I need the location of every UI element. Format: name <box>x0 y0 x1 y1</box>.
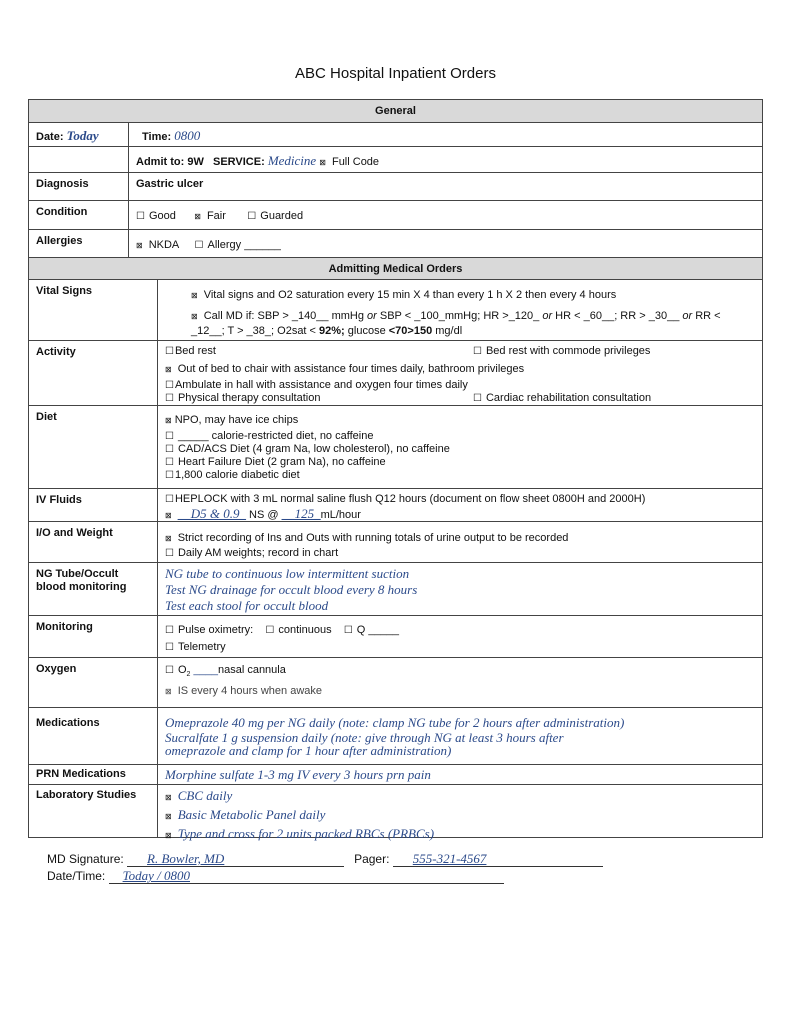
form-title: ABC Hospital Inpatient Orders <box>295 65 496 82</box>
ng-tube-row <box>29 563 762 616</box>
nasal-cannula-label: nasal cannula <box>217 664 286 676</box>
io-label: Strict recording of Ins and Outs with running totals of urine output to be recorded <box>177 532 569 544</box>
monitoring-label: Monitoring <box>29 616 158 657</box>
q-label: Q _____ <box>356 624 399 636</box>
md-signature-label: MD Signature: <box>47 852 128 866</box>
call-md-text: RR < <box>692 310 721 322</box>
allergy-label: Allergy ______ <box>207 239 281 251</box>
type-cross-checkbox[interactable]: ⊠ <box>165 831 172 840</box>
iv-rate-value[interactable]: __125_ <box>281 506 321 521</box>
monitoring-row <box>29 616 762 658</box>
lab-order: CBC daily <box>177 788 233 803</box>
cad-label: CAD/ACS Diet (4 gram Na, low cholesterol), no caffeine <box>177 443 450 455</box>
is-checkbox[interactable]: ⊠ <box>165 687 172 697</box>
commode-checkbox[interactable]: ☐ <box>473 346 482 357</box>
npo-checkbox[interactable]: ⊠ <box>165 416 172 425</box>
bed-rest-label: Bed rest <box>174 345 216 357</box>
vital-checkbox[interactable]: ⊠ <box>191 291 198 300</box>
o2sat-value: 92%; <box>319 325 345 337</box>
iv-fluid-value[interactable]: __D5 & 0.9_ <box>177 506 246 521</box>
date-time-label: Date/Time: <box>47 869 109 883</box>
diagnosis-value[interactable]: Gastric ulcer <box>136 178 204 190</box>
iv-unit-label: mL/hour <box>320 509 361 521</box>
continuous-checkbox[interactable]: ☐ <box>265 625 275 636</box>
md-signature-line <box>47 852 603 867</box>
calorie-label: _____ calorie-restricted diet, no caffeine <box>177 430 374 442</box>
fair-label: Fair <box>206 210 226 222</box>
ambulate-label: Ambulate in hall with assistance and oxygen four times daily <box>174 379 468 391</box>
heplock-label: HEPLOCK with 3 mL normal saline flush Q12 hours (document on flow sheet 0800H and 2000H) <box>174 493 646 505</box>
allergies-label: Allergies <box>29 230 129 257</box>
full-code-checkbox[interactable]: ⊠ <box>319 158 326 167</box>
weight-label: Daily AM weights; record in chart <box>177 547 339 559</box>
condition-row <box>29 201 762 230</box>
continuous-label: continuous <box>278 624 332 636</box>
lab-studies-row <box>29 785 762 841</box>
condition-label: Condition <box>29 201 129 229</box>
iv-fluid-checkbox[interactable]: ⊠ <box>165 511 172 520</box>
ng-order: Test each stool for occult blood <box>165 598 329 613</box>
fair-checkbox[interactable]: ⊠ <box>194 212 201 221</box>
call-md-text: HR < _60__; RR > _30__ <box>552 310 683 322</box>
diabetic-checkbox[interactable]: ☐ <box>165 470 174 481</box>
lab-order: Type and cross for 2 units packed RBCs (PRBCs) <box>177 826 435 841</box>
time-value[interactable]: 0800 <box>174 128 201 143</box>
q-checkbox[interactable]: ☐ <box>343 625 353 636</box>
pulse-ox-label: Pulse oximetry: <box>177 624 254 636</box>
oob-label: Out of bed to chair with assistance four times daily, bathroom privileges <box>177 363 525 375</box>
o2-label: O <box>177 664 187 676</box>
full-code-label: Full Code <box>331 156 380 168</box>
orders-table <box>28 99 763 841</box>
allergy-checkbox[interactable]: ☐ <box>194 240 204 251</box>
prn-order: Morphine sulfate 1-3 mg IV every 3 hours prn pain <box>165 767 431 782</box>
hf-label: Heart Failure Diet (2 gram Na), no caffeine <box>177 456 386 468</box>
iv-fluids-label: IV Fluids <box>29 489 158 521</box>
activity-row <box>29 341 762 406</box>
ng-order: Test NG drainage for occult blood every 8 hours <box>165 582 418 597</box>
call-md-text: Call MD if: SBP > _140__ mmHg <box>203 310 368 322</box>
call-md-text: _12__; T > _38_; O2sat < <box>191 325 320 337</box>
pager-value[interactable]: 555-321-4567 <box>412 851 487 866</box>
date-time-line <box>47 869 504 884</box>
call-md-text: mg/dl <box>432 325 463 337</box>
oxygen-row <box>29 658 762 708</box>
md-signature-value[interactable]: R. Bowler, MD <box>147 851 225 866</box>
guarded-checkbox[interactable]: ☐ <box>247 211 257 222</box>
is-label: IS every 4 hours when awake <box>177 685 323 698</box>
calorie-checkbox[interactable]: ☐ <box>165 431 174 442</box>
o2-rate-blank[interactable]: ____ <box>190 664 218 676</box>
weight-checkbox[interactable]: ☐ <box>165 548 174 559</box>
io-checkbox[interactable]: ⊠ <box>165 534 172 543</box>
commode-label: Bed rest with commode privileges <box>485 345 651 357</box>
lab-order: Basic Metabolic Panel daily <box>177 807 326 822</box>
medication-order: omeprazole and clamp for 1 hour after administration) <box>165 743 452 758</box>
allergies-row <box>29 230 762 258</box>
iv-ns-label: NS @ <box>245 509 282 521</box>
service-label: SERVICE: <box>213 156 265 168</box>
bmp-checkbox[interactable]: ⊠ <box>165 812 172 821</box>
pager-label: Pager: <box>354 852 393 866</box>
diabetic-label: 1,800 calorie diabetic diet <box>174 469 300 481</box>
diet-label: Diet <box>29 406 158 488</box>
cad-checkbox[interactable]: ☐ <box>165 444 174 455</box>
pt-label: Physical therapy consultation <box>177 392 321 404</box>
o2-subscript: 2 <box>186 671 191 679</box>
npo-label: NPO, may have ice chips <box>174 414 299 426</box>
call-md-text: glucose <box>344 325 389 337</box>
hf-checkbox[interactable]: ☐ <box>165 457 174 468</box>
admit-row <box>29 147 762 173</box>
diagnosis-row <box>29 173 762 201</box>
io-weight-label: I/O and Weight <box>29 522 158 562</box>
good-checkbox[interactable]: ☐ <box>136 211 145 222</box>
pt-checkbox[interactable]: ☐ <box>165 393 174 404</box>
good-label: Good <box>148 210 176 222</box>
cardiac-rehab-label: Cardiac rehabilitation consultation <box>485 392 652 404</box>
date-label: Date: <box>36 131 64 143</box>
time-label: Time: <box>142 131 172 143</box>
heplock-checkbox[interactable]: ☐ <box>165 494 174 505</box>
call-md-text: SBP < _100_mmHg; HR >_120_ <box>376 310 543 322</box>
orders-header: Admitting Medical Orders <box>29 258 762 280</box>
call-md-checkbox[interactable]: ⊠ <box>191 312 198 321</box>
medication-order: Omeprazole 40 mg per NG daily (note: clamp NG tube for 2 hours after administration) <box>165 715 625 730</box>
diet-row <box>29 406 762 489</box>
admit-label: Admit to: 9W <box>136 156 204 168</box>
vital-order: Vital signs and O2 saturation every 15 min X 4 than every 1 h X 2 then every 4 hours <box>203 289 617 301</box>
date-value[interactable]: Today <box>66 128 99 143</box>
ng-tube-label: NG Tube/Occult blood monitoring <box>29 563 158 615</box>
o2-checkbox[interactable]: ☐ <box>165 665 174 676</box>
cbc-checkbox[interactable]: ⊠ <box>165 793 172 802</box>
prn-row <box>29 765 762 785</box>
oxygen-label: Oxygen <box>29 658 158 707</box>
general-header: General <box>29 100 762 123</box>
io-weight-row <box>29 522 762 563</box>
medications-row <box>29 708 762 765</box>
or-text: or <box>682 310 693 322</box>
date-row <box>29 123 762 147</box>
guarded-label: Guarded <box>260 210 304 222</box>
telemetry-label: Telemetry <box>177 641 226 653</box>
or-text: or <box>542 310 553 322</box>
prn-label: PRN Medications <box>29 765 158 784</box>
or-text: or <box>367 310 377 322</box>
bed-rest-checkbox[interactable]: ☐ <box>165 346 174 357</box>
service-value[interactable]: Medicine <box>267 153 317 168</box>
iv-fluids-row <box>29 489 762 522</box>
nkda-checkbox[interactable]: ⊠ <box>136 241 143 250</box>
lab-studies-label: Laboratory Studies <box>29 785 158 837</box>
oob-checkbox[interactable]: ⊠ <box>165 365 172 374</box>
nkda-label: NKDA <box>148 239 180 251</box>
vital-signs-row <box>29 280 762 341</box>
medications-label: Medications <box>29 708 158 764</box>
vital-signs-label: Vital Signs <box>29 280 158 340</box>
ambulate-checkbox[interactable]: ☐ <box>165 380 174 391</box>
ng-order: NG tube to continuous low intermittent suction <box>165 566 410 581</box>
activity-label: Activity <box>29 341 158 405</box>
pulse-ox-checkbox[interactable]: ☐ <box>165 625 174 636</box>
date-time-value[interactable]: Today / 0800 <box>122 868 190 883</box>
telemetry-checkbox[interactable]: ☐ <box>165 642 174 653</box>
glucose-value: <70>150 <box>388 325 433 337</box>
diagnosis-label: Diagnosis <box>29 173 129 200</box>
medication-order: Sucralfate 1 g suspension daily (note: give through NG at least 3 hours after <box>165 730 564 745</box>
cardiac-rehab-checkbox[interactable]: ☐ <box>473 393 482 404</box>
